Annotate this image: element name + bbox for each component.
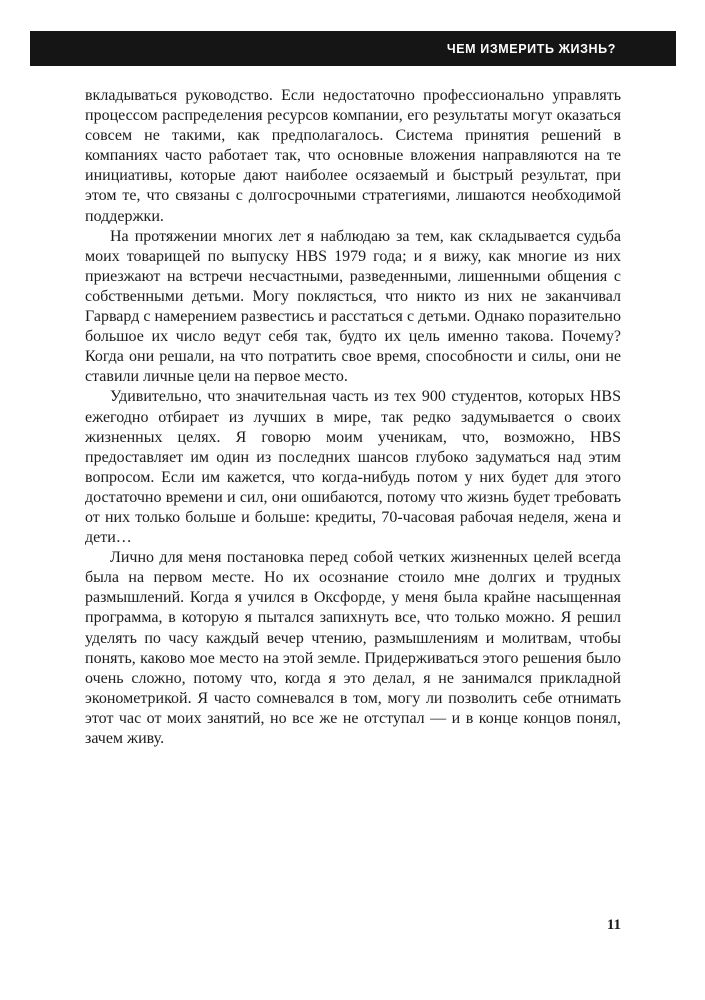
- paragraph: На протяжении многих лет я наблюдаю за тем, как складывается судьба моих товарищей по выпуску HBS 1979 года; и я вижу, как многие из них приезжают на встречи несчастными, разведенными, лишенными общения с собственными детьми. Могу поклясться, что никто из них не заканчивал Гарвард с намерением развестись и расстаться с детьми. Однако поразительно большое их число ведут себя так, будто их цель именно такова. Почему? Когда они решали, на что потратить свое время, способности и силы, они не ставили личные цели на первое место.: [85, 227, 621, 386]
- body-text-block: [85, 86, 621, 749]
- paragraph: вкладываться руководство. Если недостаточно профессионально управлять процессом распределения ресурсов компании, его результаты могут оказаться совсем не такими, как предполагалось. Система принятия решений в компаниях часто работает так, что основные вложения направляются на те инициативы, которые дают наиболее осязаемый и быстрый результат, при этом те, что связаны с долгосрочными стратегиями, лишаются необходимой поддержки.: [85, 87, 621, 225]
- running-header-title: ЧЕМ ИЗМЕРИТЬ ЖИЗНЬ?: [446, 41, 616, 56]
- running-header-bar: [30, 31, 676, 66]
- paragraph: Удивительно, что значительная часть из тех 900 студентов, которых HBS ежегодно отбирает из лучших в мире, так редко задумывается о своих жизненных целях. Я говорю моим ученикам, что, возможно, HBS предоставляет им один из последних шансов глубоко задуматься над этим вопросом. Если им кажется, что когда-нибудь потом у них будет для этого достаточно времени и сил, они ошибаются, потому что жизнь будет требовать от них только больше и больше: кредиты, 70-часовая рабочая неделя, жена и дети…: [85, 388, 621, 547]
- page-number: 11: [606, 917, 621, 933]
- paragraph: Лично для меня постановка перед собой четких жизненных целей всегда была на первом месте. Но их осознание стоило мне долгих и трудных размышлений. Когда я учился в Оксфорде, у меня была крайне насыщенная программа, в которую я пытался запихнуть все, что только можно. Я решил уделять по часу каждый вечер чтению, размышлениям и молитвам, чтобы понять, каково мое место на этой земле. Придерживаться этого решения было очень сложно, потому что, когда я это делал, я не занимался прикладной эконометрикой. Я часто сомневался в том, могу ли позволить себе отнимать этот час от моих занятий, но все же не отступал — и в конце концов понял, зачем живу.: [85, 549, 621, 747]
